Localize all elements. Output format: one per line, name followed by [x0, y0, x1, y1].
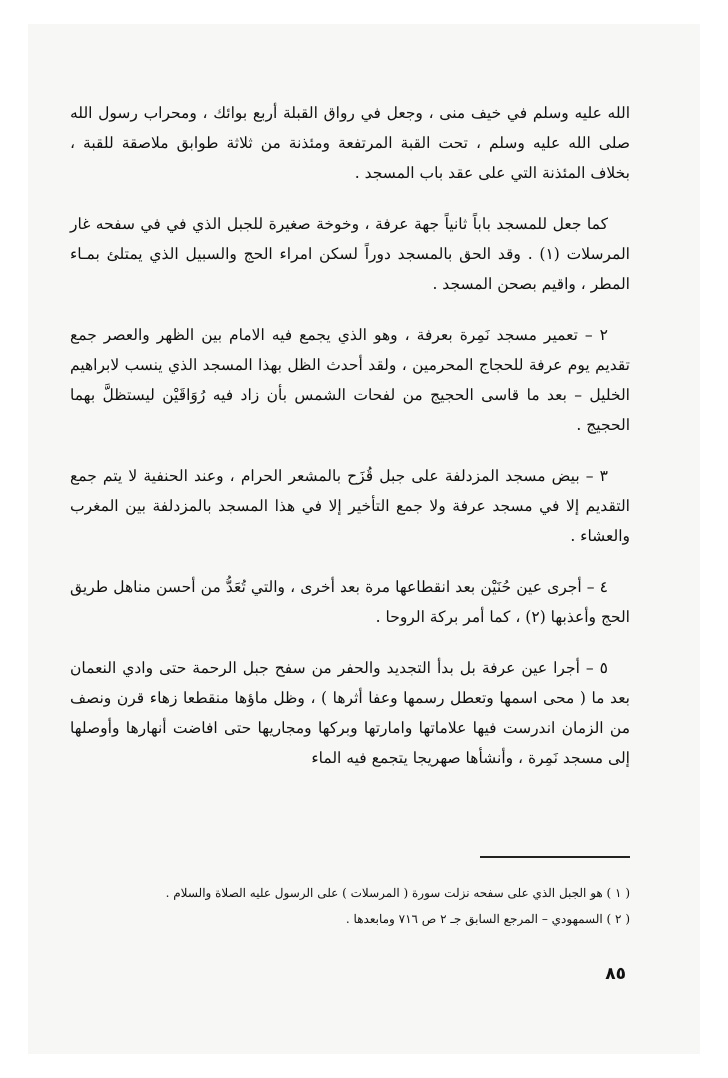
page-number: ٨٥	[605, 964, 626, 984]
footnotes	[70, 880, 630, 932]
paragraph-4: ٣ – بيض مسجد المزدلفة على جبل قُزَح بالمشعر الحرام ، وعند الحنفية لا يتم جمع التقديم إلا في مسجد عرفة ولا جمع التأخير إلا في هذا المسجد بالمزدلفة بين المغرب والعشاء .	[70, 467, 630, 545]
paragraph-6: ٥ – أجرا عين عرفة بل بدأ التجديد والحفر من سفح جبل الرحمة حتى وادي النعمان بعد ما ( محى اسمها وتعطل رسمها وعفا أثرها ) ، وظل ماؤها منقطعا زهاء قرن ونصف من الزمان اندرست فيها علاماتها وامارتها وبركها ومجاريها حتى افاضت أنهارها وأوصلها إلى مسجد نَمِرة ، وأنشأها صهريجا يتجمع فيه الماء	[70, 659, 630, 767]
paragraph-3: ٢ – تعمير مسجد نَمِرة بعرفة ، وهو الذي يجمع فيه الامام بين الظهر والعصر جمع تقديم يوم عرفة للحجاج المحرمين ، ولقد أحدث الظل بهذا المسجد الذي ينسب لابراهيم الخليل – بعد ما قاسى الحجيج من لفحات الشمس بأن زاد فيه رُوَاقَيْن ليستظلَّ بهما الحجيج .	[70, 326, 630, 434]
paragraph-1: الله عليه وسلم في خيف منى ، وجعل في رواق القبلة أربع بوائك ، ومحراب رسول الله صلى الله عليه وسلم ، تحت القبة المرتفعة ومئذنة من ثلاثة طوابق ملاصقة للقبة ، بخلاف المئذنة التي على عقد باب المسجد .	[70, 104, 630, 182]
main-text	[70, 98, 630, 794]
book-page	[28, 24, 700, 1054]
footnote-2: ( ٢ ) السمهودي – المرجع السابق جـ ٢ ص ٧١٦ ومابعدها .	[345, 912, 630, 926]
paragraph-2: كما جعل للمسجد باباً ثانياً جهة عرفة ، وخوخة صغيرة للجبل الذي في في سفحه غار المرسلات (١) . وقد الحق بالمسجد دوراً لسكن امراء الحج والسبيل الذي يمتلئ بمـاء المطر ، واقيم بصحن المسجد .	[70, 215, 630, 293]
footnote-divider	[480, 856, 630, 858]
paragraph-5: ٤ – أجرى عين حُنَيْن بعد انقطاعها مرة بعد أخرى ، والتي تُعَدُّ من أحسن مناهل طريق الحج وأعذبها (٢) ، كما أمر بركة الروحا .	[70, 578, 630, 626]
footnote-1: ( ١ ) هو الجبل الذي على سفحه نزلت سورة ( المرسلات ) على الرسول عليه الصلاة والسلام .	[165, 886, 630, 900]
